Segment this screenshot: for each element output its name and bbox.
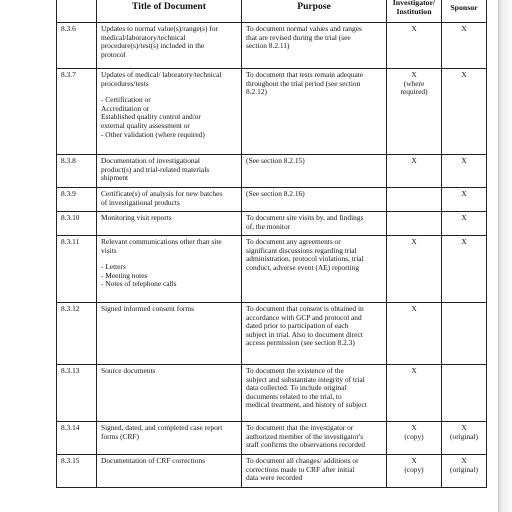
document-title-line: forms (CRF) [101, 431, 139, 441]
investigator-mark [387, 69, 442, 155]
sponsor-mark [442, 69, 487, 155]
table-row [57, 155, 487, 188]
document-title-line: - Letters [101, 262, 126, 272]
investigator-mark-line: (where [403, 78, 425, 88]
sponsor-mark-line: X [461, 70, 467, 79]
document-title-line: - Certification or [101, 95, 151, 105]
document-purpose-line: 8.2.12) [246, 87, 267, 97]
header-sponsor: Sponsor [442, 0, 487, 23]
document-purpose-line: To document normal values and ranges [246, 24, 362, 33]
document-purpose-line: section 8.2.11) [246, 41, 290, 51]
document-purpose-line: of, the monitor [246, 221, 291, 231]
document-title [97, 422, 242, 455]
document-purpose-line: authorized member of the investigator's [246, 431, 364, 441]
section-number: 8.3.11 [57, 236, 97, 303]
investigator-mark [387, 188, 442, 212]
document-title-line: shipment [101, 173, 129, 183]
investigator-mark [387, 365, 442, 422]
document-purpose-line: To document any agreements or [246, 237, 341, 246]
header-title: Title of Document [97, 0, 242, 23]
document-title-line: Signed, dated, and completed case report [101, 423, 223, 432]
document-title [97, 155, 242, 188]
header-investigator [387, 0, 442, 23]
document-purpose-line: corrections made to CRF after initial [246, 464, 355, 474]
document-purpose [242, 23, 387, 69]
sponsor-mark [442, 365, 487, 422]
sponsor-mark [442, 23, 487, 69]
table-row [57, 23, 487, 69]
document-purpose-line: To document the existence of the [246, 366, 344, 375]
sponsor-mark-line: (original) [450, 464, 478, 474]
sponsor-mark-line: (original) [450, 431, 478, 441]
investigator-mark [387, 236, 442, 303]
investigator-mark-line: X [411, 237, 417, 246]
document-purpose [242, 69, 387, 155]
investigator-mark-line: X [411, 24, 417, 33]
document-purpose [242, 212, 387, 236]
sponsor-mark-line: X [461, 456, 467, 465]
sponsor-mark-line: X [461, 189, 467, 198]
investigator-mark-line: X [411, 366, 417, 375]
sponsor-mark [442, 155, 487, 188]
investigator-mark-line: (copy) [404, 464, 424, 474]
investigator-mark [387, 23, 442, 69]
sponsor-mark-line: X [461, 423, 467, 432]
document-purpose-line: To document that tests remain adequate [246, 70, 364, 79]
document-title-line: protocol [101, 49, 126, 59]
sponsor-mark-line: X [461, 24, 467, 33]
document-title [97, 236, 242, 303]
document-purpose-line: accordance with GCP and protocol and [246, 312, 362, 322]
document-purpose [242, 155, 387, 188]
document-title-line: - Other validation (where required) [101, 129, 205, 139]
sponsor-mark-line: X [461, 237, 467, 246]
document-purpose [242, 303, 387, 365]
sponsor-mark [442, 303, 487, 365]
section-number: 8.3.7 [57, 69, 97, 155]
sponsor-mark [442, 188, 487, 212]
investigator-mark-line: X [411, 304, 417, 313]
document-purpose-line: To document all changes/ additions or [246, 456, 359, 465]
table-row [57, 422, 487, 455]
table-row [57, 303, 487, 365]
document-title-line: Documentation of CRF corrections [101, 456, 206, 465]
document-title-line: product(s) and trial-related materials [101, 164, 210, 174]
document-purpose-line: data collected. To include original [246, 383, 347, 393]
document-purpose-line: throughout the trial period (see section [246, 78, 361, 88]
document-title-line: Documentation of investigational [101, 156, 200, 165]
document-title-line: - Meeting notes [101, 270, 148, 280]
investigator-mark-line: X [411, 423, 417, 432]
header-purpose: Purpose [242, 0, 387, 23]
sponsor-mark-line: X [461, 156, 467, 165]
table-row [57, 236, 487, 303]
sponsor-mark [442, 422, 487, 455]
document-purpose [242, 236, 387, 303]
table-header-row [57, 0, 487, 23]
document-title-line: Relevant communications other than site [101, 237, 222, 246]
sponsor-mark [442, 212, 487, 236]
document-title [97, 365, 242, 422]
document-title [97, 188, 242, 212]
document-title [97, 23, 242, 69]
document-purpose-line: conduct, adverse event (AE) reporting [246, 262, 360, 272]
document-title [97, 455, 242, 488]
document-purpose-line: dated prior to participation of each [246, 321, 349, 331]
document-title-line: Certificate(s) of analysis for new batches [101, 189, 223, 198]
essential-documents-table [56, 0, 487, 488]
investigator-mark-line: required) [400, 87, 428, 97]
investigator-mark-line: X [411, 156, 417, 165]
section-number: 8.3.12 [57, 303, 97, 365]
document-title [97, 69, 242, 155]
section-number: 8.3.13 [57, 365, 97, 422]
header-investigator-line: Institution [396, 7, 432, 16]
document-title-line: external quality assessment or [101, 120, 190, 130]
document-title-line: medical/laboratory/technical [101, 32, 186, 42]
document-purpose [242, 365, 387, 422]
document-purpose-line: access permission (see section 8.2.3) [246, 338, 355, 348]
investigator-mark [387, 422, 442, 455]
document-title-line: procedure(s)/test(s) included in the [101, 41, 205, 51]
document-title-line: Monitoring visit reports [101, 213, 172, 222]
document-purpose-line: data were recorded [246, 473, 303, 483]
section-number: 8.3.14 [57, 422, 97, 455]
table-row [57, 69, 487, 155]
document-purpose-line: documents related to the trial, to [246, 391, 342, 401]
document-purpose-line: subject and substantiate integrity of trial [246, 374, 365, 384]
investigator-mark [387, 212, 442, 236]
investigator-mark [387, 455, 442, 488]
document-purpose-line: that are revised during the trial (see [246, 32, 351, 42]
document-purpose [242, 422, 387, 455]
document-purpose-line: medical treatment, and history of subject [246, 400, 367, 410]
table-row [57, 212, 487, 236]
document-purpose-line: administration, protocol violations, trial [246, 254, 364, 264]
section-number: 8.3.9 [57, 188, 97, 212]
investigator-mark-line: (copy) [404, 431, 424, 441]
document-title-line: Signed informed consent forms [101, 304, 194, 313]
document-title-line: visits [101, 245, 117, 255]
investigator-mark-line: X [411, 456, 417, 465]
document-title-line: procedures/tests [101, 78, 149, 88]
table-row [57, 365, 487, 422]
sponsor-mark [442, 455, 487, 488]
header-number [57, 0, 97, 23]
investigator-mark-line: X [411, 70, 417, 79]
document-purpose-line: (See section 8.2.16) [246, 189, 305, 198]
investigator-mark [387, 155, 442, 188]
page-edge-shadow [498, 0, 512, 512]
table-row [57, 455, 487, 488]
document-purpose [242, 455, 387, 488]
sponsor-mark-line: X [461, 213, 467, 222]
document-purpose-line: To document that the investigator or [246, 423, 354, 432]
document-title-line: Updates to normal value(s)/range(s) for [101, 24, 218, 33]
document-purpose-line: To document that consent is obtained in [246, 304, 364, 313]
document-title-line: - Notes of telephone calls [101, 279, 177, 289]
document-title-line: of investigational products [101, 197, 180, 207]
section-number: 8.3.8 [57, 155, 97, 188]
document-purpose-line: staff confirms the observations recorded [246, 440, 365, 450]
investigator-mark [387, 303, 442, 365]
document-purpose [242, 188, 387, 212]
document-title-line: Established quality control and/or [101, 112, 201, 122]
sponsor-mark [442, 236, 487, 303]
document-title [97, 303, 242, 365]
document-title-line: Accreditation or [101, 103, 150, 113]
document-purpose-line: (See section 8.2.15) [246, 156, 305, 165]
section-number: 8.3.15 [57, 455, 97, 488]
section-number: 8.3.10 [57, 212, 97, 236]
header-investigator-line: Investigator/ [392, 0, 436, 7]
document-title-line: Updates of medical/ laboratory/technical [101, 70, 222, 79]
table-row [57, 188, 487, 212]
document-purpose-line: To document site visits by, and findings [246, 213, 364, 222]
document-purpose-line: subject in trial. Also to document direct [246, 329, 363, 339]
document-purpose-line: significant discussions regarding trial [246, 245, 357, 255]
section-number: 8.3.6 [57, 23, 97, 69]
document-title-line: Source documents [101, 366, 156, 375]
document-title [97, 212, 242, 236]
